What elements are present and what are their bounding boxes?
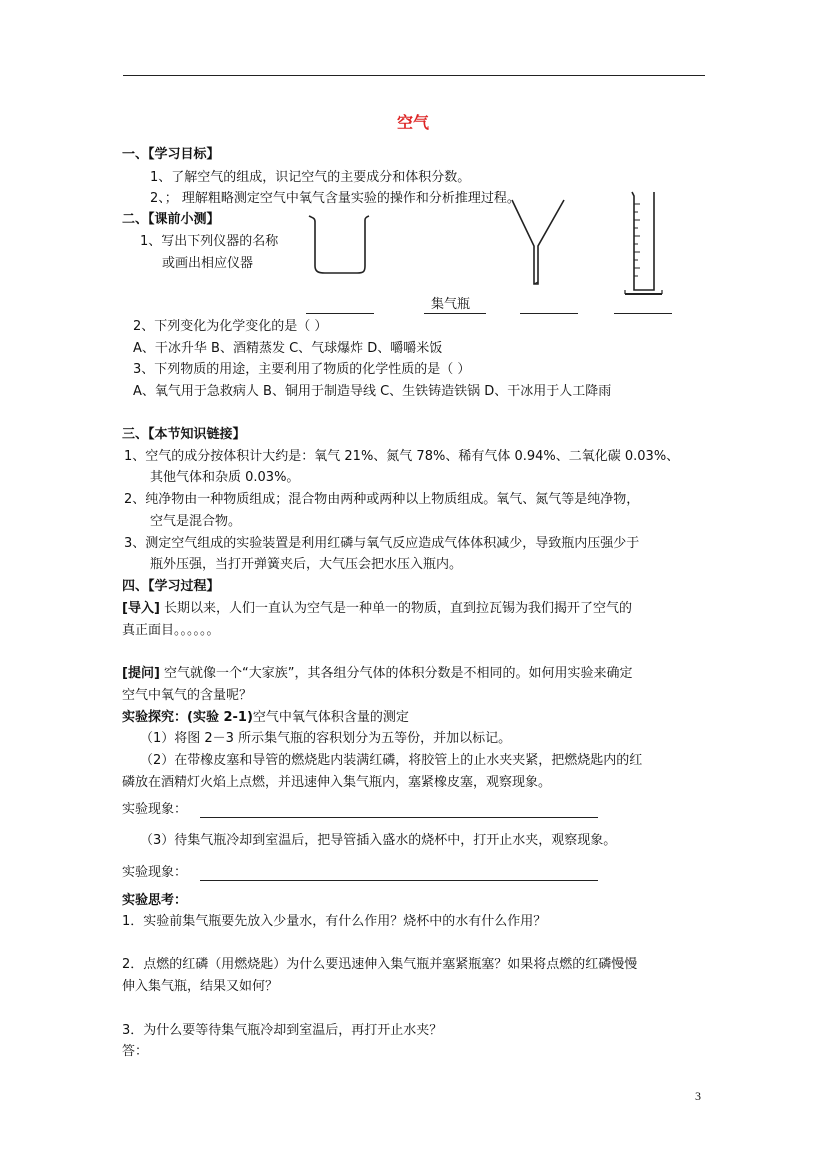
section1-heading: 一、【学习目标】 bbox=[122, 147, 220, 162]
think-heading: 实验思考： bbox=[122, 893, 188, 908]
goal-1: 1、了解空气的组成，识记空气的主要成分和体积分数。 bbox=[150, 170, 471, 185]
link-2-line2: 空气是混合物。 bbox=[150, 514, 242, 529]
experiment-title: 空气中氧气体积含量的测定 bbox=[252, 710, 409, 725]
page-title: 空气 bbox=[397, 113, 430, 132]
step-2-line1: （2）在带橡皮塞和导管的燃烧匙内装满红磷，将胶管上的止水夹夹紧，把燃烧匙内的红 bbox=[140, 753, 643, 768]
experiment-tag: 实验探究：(实验 2-1) bbox=[122, 710, 253, 725]
instrument-label: 集气瓶 bbox=[431, 297, 471, 312]
answer-label: 答： bbox=[122, 1044, 149, 1059]
header-rule bbox=[123, 75, 705, 76]
goal-2: 2、； 理解粗略测定空气中氧气含量实验的操作和分析推理过程。 bbox=[150, 191, 520, 206]
experiment-heading bbox=[122, 710, 409, 726]
think-2-line2: 伸入集气瓶，结果又如何？ bbox=[122, 979, 279, 994]
intro-line1 bbox=[122, 601, 632, 617]
link-1-line1: 1、空气的成分按体积计大约是：氧气 21%、氮气 78%、稀有气体 0.94%、二氧化碳 0.03%、 bbox=[124, 449, 680, 464]
blank-beaker bbox=[306, 313, 374, 314]
step-2-line2: 磷放在酒精灯火焰上点燃，并迅速伸入集气瓶内，塞紧橡皮塞，观察现象。 bbox=[122, 775, 552, 790]
blank-cylinder bbox=[614, 313, 672, 314]
q1-line2: 或画出相应仪器 bbox=[162, 256, 254, 271]
think-2-line1: 2．点燃的红磷（用燃烧匙）为什么要迅速伸入集气瓶并塞紧瓶塞？如果将点燃的红磷慢慢 bbox=[122, 957, 638, 972]
ask-line2: 空气中氧气的含量呢？ bbox=[122, 688, 253, 703]
q3-options: A、氧气用于急救病人 B、铜用于制造导线 C、生铁铸造铁锅 D、干冰用于人工降雨 bbox=[133, 384, 612, 399]
graduated-cylinder-icon bbox=[622, 190, 664, 302]
blank-gas-bottle bbox=[424, 313, 486, 314]
think-3: 3．为什么要等待集气瓶冷却到室温后，再打开止水夹？ bbox=[122, 1023, 443, 1038]
funnel-icon bbox=[510, 196, 566, 288]
intro-tag: [导入] bbox=[122, 601, 160, 616]
observe-1-label: 实验现象： bbox=[122, 802, 188, 817]
step-3: （3）待集气瓶冷却到室温后，把导管插入盛水的烧杯中，打开止水夹，观察现象。 bbox=[140, 833, 617, 848]
step-1: （1）将图 2－3 所示集气瓶的容积划分为五等份，并加以标记。 bbox=[140, 731, 512, 746]
link-2-line1: 2、纯净物由一种物质组成；混合物由两种或两种以上物质组成。氧气、氮气等是纯净物， bbox=[124, 492, 640, 507]
q2: 2、下列变化为化学变化的是（ ） bbox=[133, 319, 328, 334]
observe-1-blank bbox=[200, 817, 598, 818]
ask-tag: [提问] bbox=[122, 666, 160, 681]
intro-text: 长期以来，人们一直认为空气是一种单一的物质，直到拉瓦锡为我们揭开了空气的 bbox=[164, 601, 633, 616]
observe-2-blank bbox=[200, 880, 598, 881]
beaker-icon bbox=[305, 212, 375, 276]
think-1: 1．实验前集气瓶要先放入少量水，有什么作用？烧杯中的水有什么作用？ bbox=[122, 914, 547, 929]
observe-2-label: 实验现象： bbox=[122, 865, 188, 880]
ask-text: 空气就像一个“大家族”，其各组分气体的体积分数是不相同的。如何用实验来确定 bbox=[164, 666, 633, 681]
link-3-line1: 3、测定空气组成的实验装置是利用红磷与氧气反应造成气体体积减少，导致瓶内压强少于 bbox=[124, 536, 640, 551]
q2-options: A、干冰升华 B、酒精蒸发 C、气球爆炸 D、嚼嚼米饭 bbox=[133, 341, 443, 356]
link-3-line2: 瓶外压强，当打开弹簧夹后，大气压会把水压入瓶内。 bbox=[150, 557, 463, 572]
section3-heading: 三、【本节知识链接】 bbox=[122, 427, 246, 442]
blank-funnel bbox=[520, 313, 578, 314]
intro-line2: 真正面目。。。。。。 bbox=[122, 623, 220, 638]
ask-line1 bbox=[122, 666, 633, 682]
page-number: 3 bbox=[695, 1089, 701, 1103]
section4-heading: 四、【学习过程】 bbox=[122, 579, 220, 594]
section2-heading: 二、【课前小测】 bbox=[122, 212, 220, 227]
link-1-line2: 其他气体和杂质 0.03%。 bbox=[150, 470, 300, 485]
q3: 3、下列物质的用途，主要利用了物质的化学性质的是（ ） bbox=[133, 362, 471, 377]
q1-line1: 1、写出下列仪器的名称 bbox=[140, 234, 279, 249]
